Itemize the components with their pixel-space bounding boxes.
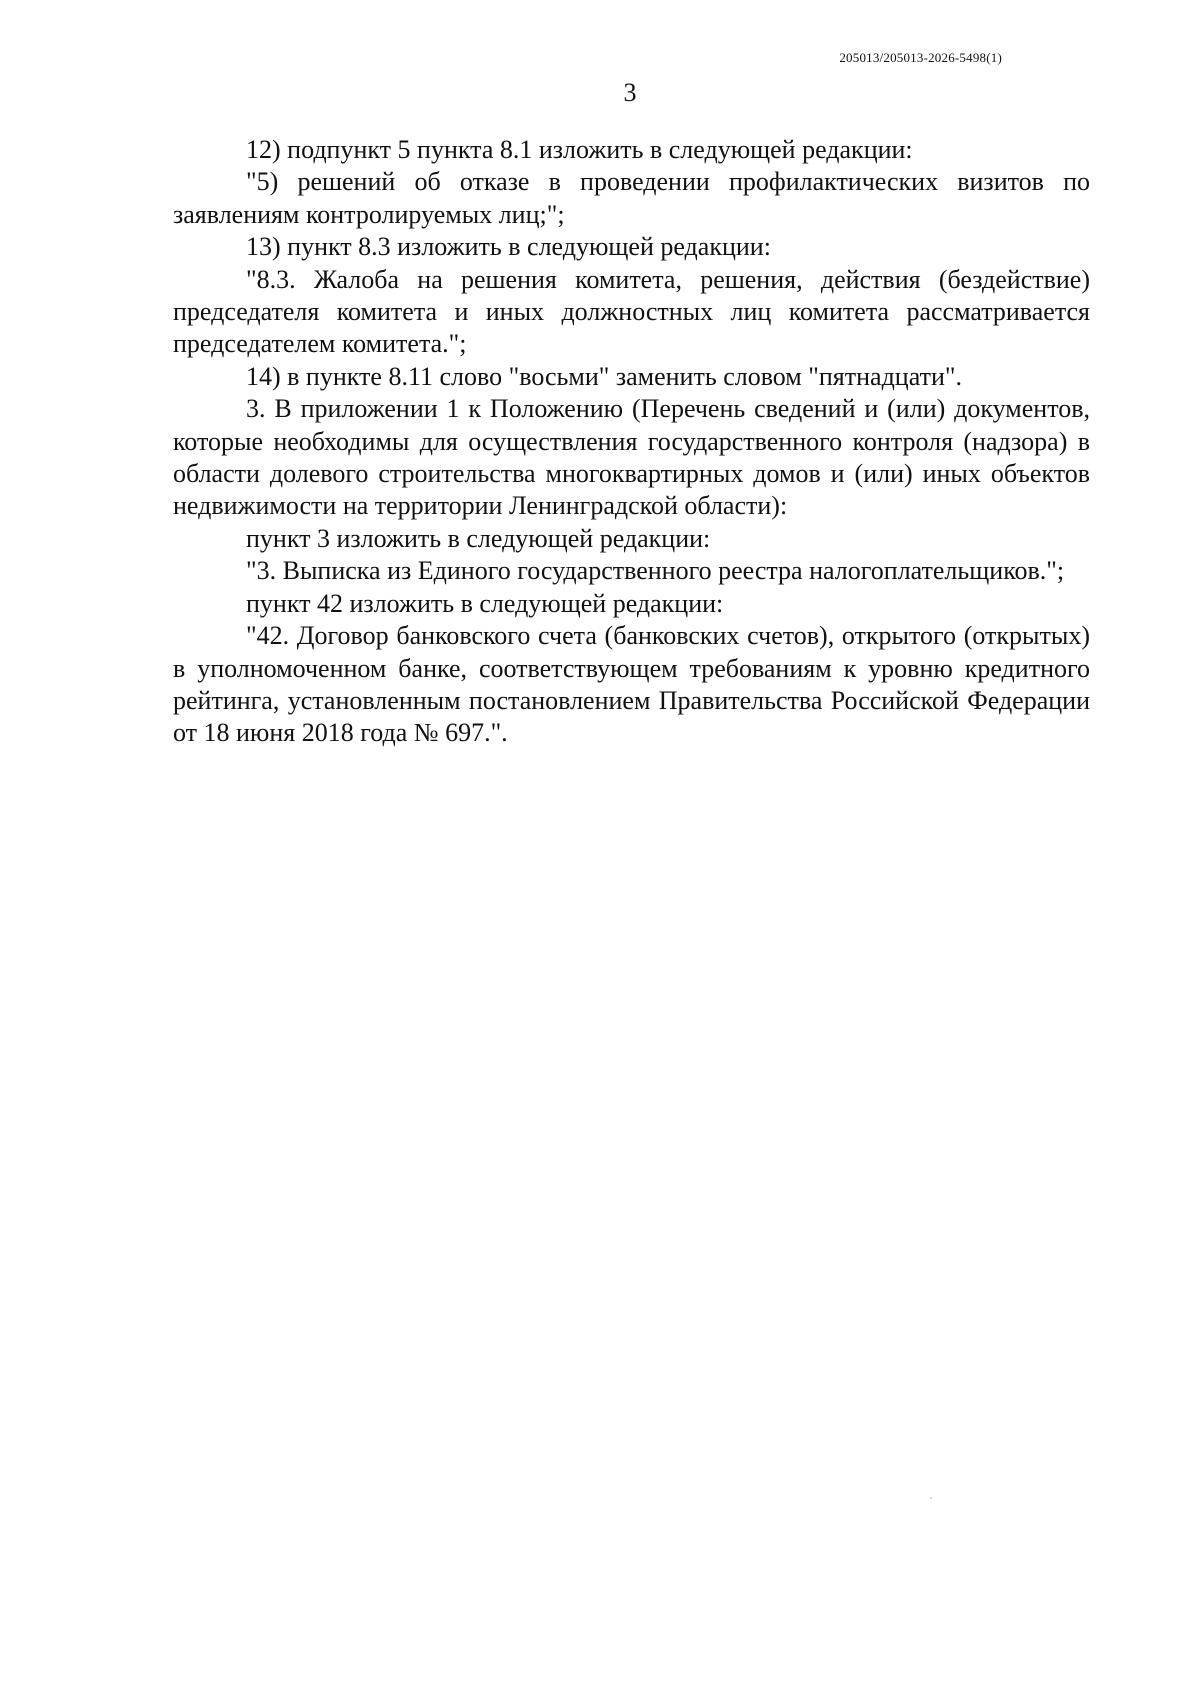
paragraph-point-42: пункт 42 изложить в следующей редакции:: [246, 588, 724, 618]
page-number: 3: [623, 78, 637, 107]
paragraph-item-12: 12) подпункт 5 пункта 8.1 изложить в следующей редакции:: [246, 135, 913, 164]
paragraph-item-14: 14) в пункте 8.11 слово "восьми" заменить словом "пятнадцати".: [246, 361, 962, 391]
paragraph-quote-5: "5) решений об отказе в проведении профилактических визитов по заявлениям контролируемых лиц;";: [173, 167, 1090, 229]
paragraph-section-3: 3. В приложении 1 к Положению (Перечень сведений и (или) документов, которые необходимы для осуществления государственного контроля (надзора) в области долевого строительства многоквартирных домов и (или) иных объектов недвижимости на территории Ленинградской области):: [173, 394, 1090, 521]
paragraph-quote-42: "42. Договор банковского счета (банковских счетов), открытого (открытых) в уполномоченном банке, соответствующем требованиям к уровню кредитного рейтинга, установленным постановлением Правительства Российской Федерации от 18 июня 2018 года № 697.".: [173, 621, 1090, 748]
paragraph-point-3: пункт 3 изложить в следующей редакции:: [246, 523, 711, 553]
paragraph-quote-3: "3. Выписка из Единого государственного реестра налогоплательщиков.";: [246, 556, 1065, 586]
paragraph-item-13: 13) пункт 8.3 изложить в следующей редакции:: [246, 232, 771, 262]
document-body: [173, 134, 1090, 750]
document-id: 205013/205013-2026-5498(1): [839, 50, 1002, 65]
scan-speck: [930, 1497, 932, 1499]
paragraph-quote-8-3: "8.3. Жалоба на решения комитета, решения, действия (бездействие) председателя комитета и иных должностных лиц комитета рассматривается председателем комитета.";: [173, 264, 1090, 359]
